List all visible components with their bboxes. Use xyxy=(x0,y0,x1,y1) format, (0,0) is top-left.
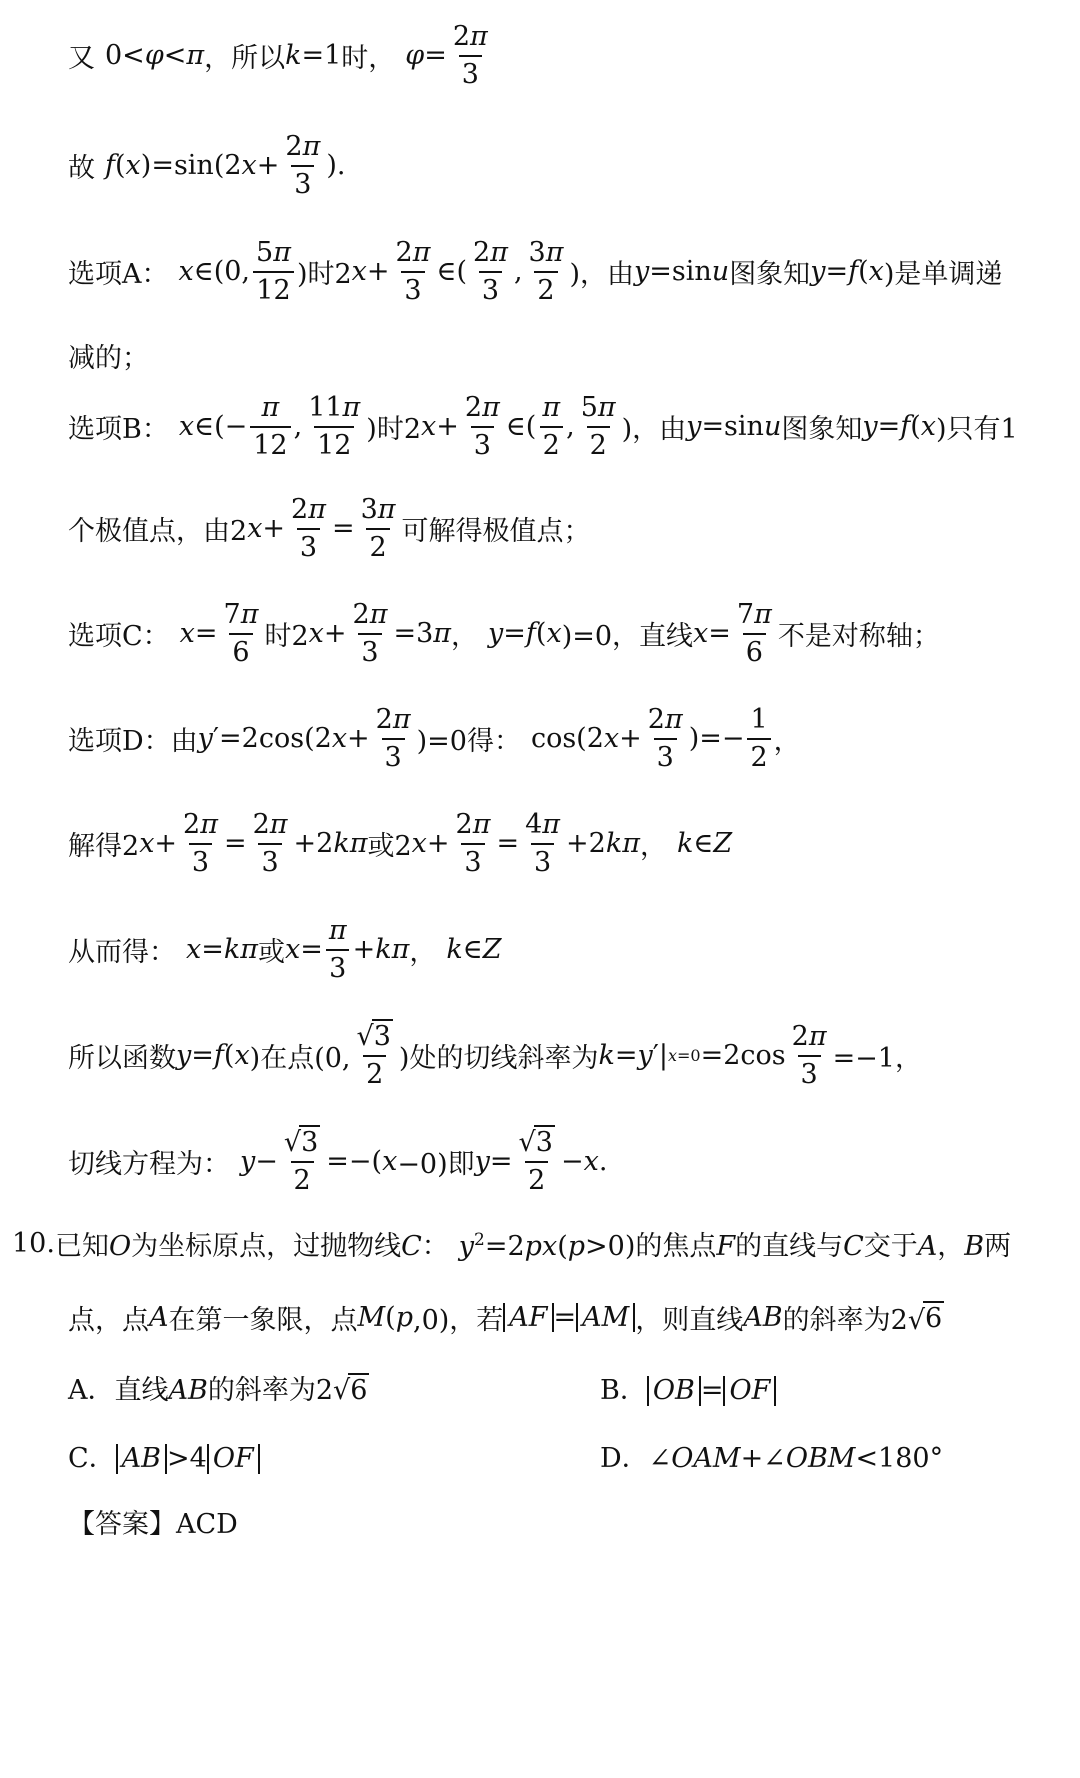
option-c: C． AB >4 OF xyxy=(68,1436,260,1475)
answer: 【答案】ACD xyxy=(68,1509,238,1540)
line-12: 切线方程为： y − $\frac{√3}{2}$ =−( x −0)即 y = $\frac{√3}{2}$ − x . xyxy=(68,1127,608,1196)
line-11: 所以函数 y = f ( x )在点(0, $\frac{√3}{2}$ )处的切线斜率为 k = y ′| x=0 =2cos $\frac{2\pi}{3}$ =−1， xyxy=(68,1021,922,1090)
line-9: 解得2 x + $\frac{2\pi}{3}$ = $\frac{2\pi}{3}$ +2 kπ 或2 x + $\frac{2\pi}{3}$ = $\frac{4\pi}{3}$ +2 kπ ， k ∈ Z xyxy=(68,809,733,878)
line-8: 选项D：由 y ′=2cos(2 x + $\frac{2\pi}{3}$ )=0得： cos(2 x + $\frac{2\pi}{3}$ )=− $\frac{1}{2}$ ， xyxy=(68,704,801,773)
frac-2pi-3: $\frac{2\pi}{3}$ xyxy=(452,21,488,90)
line-4: 减的； xyxy=(68,343,149,374)
line-3: 选项A： x ∈(0, $\frac{5\pi}{12}$ )时2 x + $\frac{2\pi}{3}$ ∈( $\frac{2\pi}{3}$ , $\frac{3\pi}{2}$ )，由 y =sin u 图象知 y = f ( x )是单调递 xyxy=(68,237,1003,306)
option-a: A．直线AB的斜率为2√6 xyxy=(68,1375,368,1406)
option-d: D．∠OAM+∠OBM<180° xyxy=(600,1443,944,1474)
option-b: B． OB = OF xyxy=(600,1368,776,1407)
question-10-line-2: 点，点 A 在第一象限，点 M ( p ,0)，若 AF = AM ，则直线 AB 的斜率为2√ 6 xyxy=(68,1301,943,1336)
question-10-line-1: 10. 已知O为坐标原点，过抛物线C： $y^2=2px(p>0)$的焦点F的直线与C交于A，B两 xyxy=(12,1228,1012,1262)
line-6: 个极值点，由2 x + $\frac{2\pi}{3}$ = $\frac{3\pi}{2}$ 可解得极值点； xyxy=(68,494,591,563)
line-5: 选项B： x ∈(− $\frac{\pi}{12}$ , $\frac{11\pi}{12}$ )时2 x + $\frac{2\pi}{3}$ ∈( $\frac{\pi}{2}$ , $\frac{5\pi}{2}$ )，由 y =sin u 图象知 y = f ( x )只有1 xyxy=(68,392,1018,461)
line-2: 故 f ( x )=sin(2 x + $\frac{2\pi}{3}$ ). xyxy=(68,131,346,200)
line-7: 选项C： x = $\frac{7\pi}{6}$ 时2 x + $\frac{2\pi}{3}$ =3 π ， y = f ( x )=0，直线 x = $\frac{7\pi}{6}$ 不是对称轴； xyxy=(68,599,940,668)
line-10: 从而得： x = kπ 或 x = $\frac{\pi}{3}$ + kπ ， k ∈ Z xyxy=(68,915,502,984)
question-number: 10. xyxy=(12,1228,55,1259)
line-1: 又 0< φ < π ，所以 k =1 时， φ = $\frac{2\pi}{3}$ xyxy=(68,22,1070,89)
